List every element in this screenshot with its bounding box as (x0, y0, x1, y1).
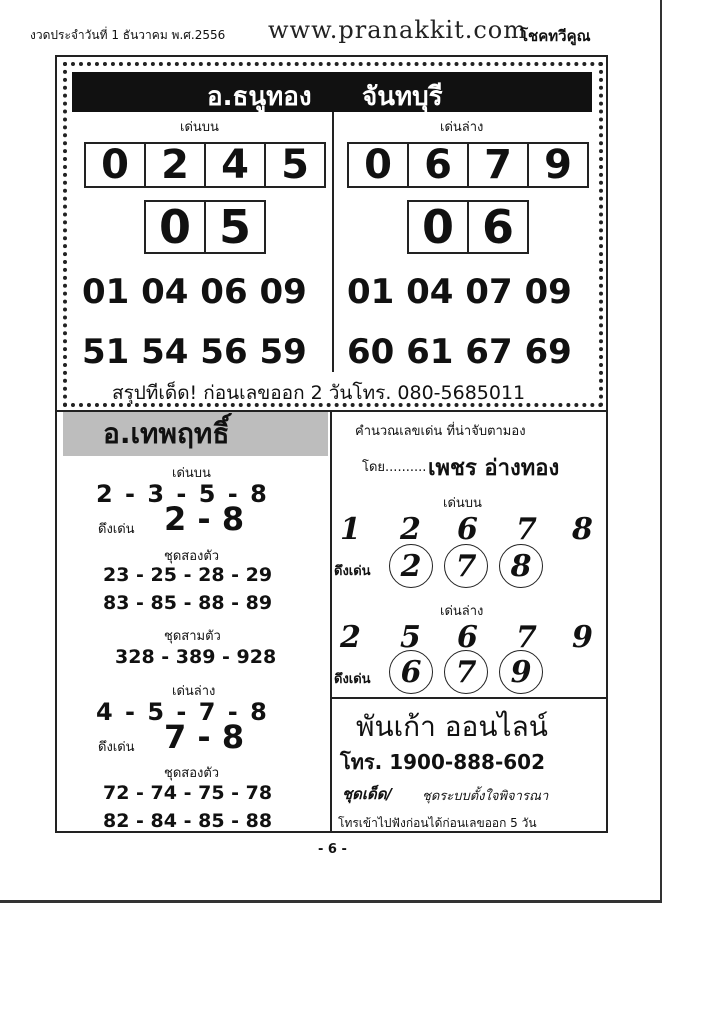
lower-divider (330, 412, 332, 832)
top-left-digits (84, 142, 326, 188)
digit-box: 2 (146, 144, 206, 186)
promo-line: สรุปทีเด็ด! ก่อนเลขออก 2 วันโทร. 080-5685011 (112, 382, 526, 404)
left-panel-title: อ.เทพฤทธิ์ (63, 412, 328, 456)
top-left-row1: 01 04 06 09 (82, 272, 307, 312)
left-two-row3: 72 - 74 - 75 - 78 (103, 782, 273, 804)
issue-date: งวดประจำวันที่ 1 ธันวาคม พ.ศ.2556 (30, 28, 226, 42)
ad-title: พันเก้า ออนไลน์ (356, 710, 548, 743)
right-upper-circle: 8 (499, 544, 543, 588)
right-lower-circle: 7 (444, 650, 488, 694)
digit-box: 4 (206, 144, 266, 186)
right-upper-digit: 7 (516, 512, 537, 547)
right-pull-label: ดึงเด่น (334, 564, 371, 579)
top-right-row2: 60 61 67 69 (347, 332, 572, 372)
digit-box: 0 (86, 144, 146, 186)
left-lower-pull: 7 - 8 (164, 718, 245, 756)
left-pull-label-2: ดึงเด่น (98, 740, 135, 755)
right-upper-digit: 1 (340, 512, 361, 547)
right-author: เพชร อ่างทอง (428, 456, 560, 481)
left-upper-pull: 2 - 8 (164, 500, 245, 538)
right-lower-digit: 6 (457, 620, 478, 655)
site-url: www.pranakkit.com (268, 16, 528, 44)
right-lower-digit: 9 (572, 620, 593, 655)
ad-divider (332, 697, 606, 699)
right-lower-digit: 5 (400, 620, 421, 655)
top-right-label: เด่นล่าง (440, 120, 484, 135)
left-pull-label: ดึงเด่น (98, 522, 135, 537)
right-by-label: โดย.......... (362, 460, 427, 475)
digit-box: 5 (218, 200, 251, 254)
digit-box: 6 (481, 200, 514, 254)
right-upper-circle: 2 (389, 544, 433, 588)
right-lower-digit: 2 (340, 620, 361, 655)
page-number: - 6 - (318, 842, 347, 857)
left-two-label: ชุดสองตัว (164, 549, 220, 564)
digit-box: 0 (349, 144, 409, 186)
right-upper-circle: 7 (444, 544, 488, 588)
left-three-row: 328 - 389 - 928 (115, 646, 277, 668)
top-left-pair (144, 200, 266, 254)
ad-note: โทรเข้าไปฟังก่อนได้ก่อนเลขออก 5 วัน (338, 816, 537, 830)
right-lower-circle: 9 (499, 650, 543, 694)
ad-tagline-bold: ชุดเด็ด/ (342, 785, 393, 803)
banner-province: จันทบุรี (362, 82, 443, 112)
right-upper-digit: 6 (457, 512, 478, 547)
top-left-row2: 51 54 56 59 (82, 332, 307, 372)
top-divider (332, 112, 334, 372)
right-upper-digit: 2 (400, 512, 421, 547)
right-lower-circle: 6 (389, 650, 433, 694)
right-caption: คำนวณเลขเด่น ที่น่าจับตามอง (355, 424, 526, 439)
right-lower-digit: 7 (516, 620, 537, 655)
digit-box: 6 (409, 144, 469, 186)
left-two-row4: 82 - 84 - 85 - 88 (103, 810, 273, 832)
top-banner (72, 72, 592, 112)
right-upper-digit: 8 (572, 512, 593, 547)
right-pull-label-2: ดึงเด่น (334, 672, 371, 687)
top-left-label: เด่นบน (180, 120, 219, 135)
top-right-row1: 01 04 07 09 (347, 272, 572, 312)
ad-phone: โทร. 1900-888-602 (340, 750, 545, 774)
right-upper-label: เด่นบน (443, 496, 482, 511)
left-lower-digits: 4 - 5 - 7 - 8 (96, 698, 269, 726)
left-three-label: ชุดสามตัว (164, 629, 221, 644)
brand-name: โชคทวีคูณ (520, 27, 591, 45)
top-right-pair (407, 200, 529, 254)
digit-box: 7 (469, 144, 529, 186)
left-two-label-2: ชุดสองตัว (164, 766, 220, 781)
left-two-row1: 23 - 25 - 28 - 29 (103, 564, 273, 586)
digit-box: 0 (409, 202, 469, 252)
banner-teacher: อ.ธนูทอง (207, 82, 312, 112)
left-upper-label: เด่นบน (172, 466, 211, 481)
digit-box: 9 (544, 142, 572, 188)
right-lower-label: เด่นล่าง (440, 604, 484, 619)
top-right-digits (347, 142, 589, 188)
left-lower-label: เด่นล่าง (172, 684, 216, 699)
digit-box: 5 (281, 142, 309, 188)
left-upper-digits: 2 - 3 - 5 - 8 (96, 480, 269, 508)
ad-tagline-rest: ชุดระบบตั้งใจพิจารณา (422, 789, 549, 804)
left-two-row2: 83 - 85 - 88 - 89 (103, 592, 273, 614)
digit-box: 0 (146, 202, 206, 252)
